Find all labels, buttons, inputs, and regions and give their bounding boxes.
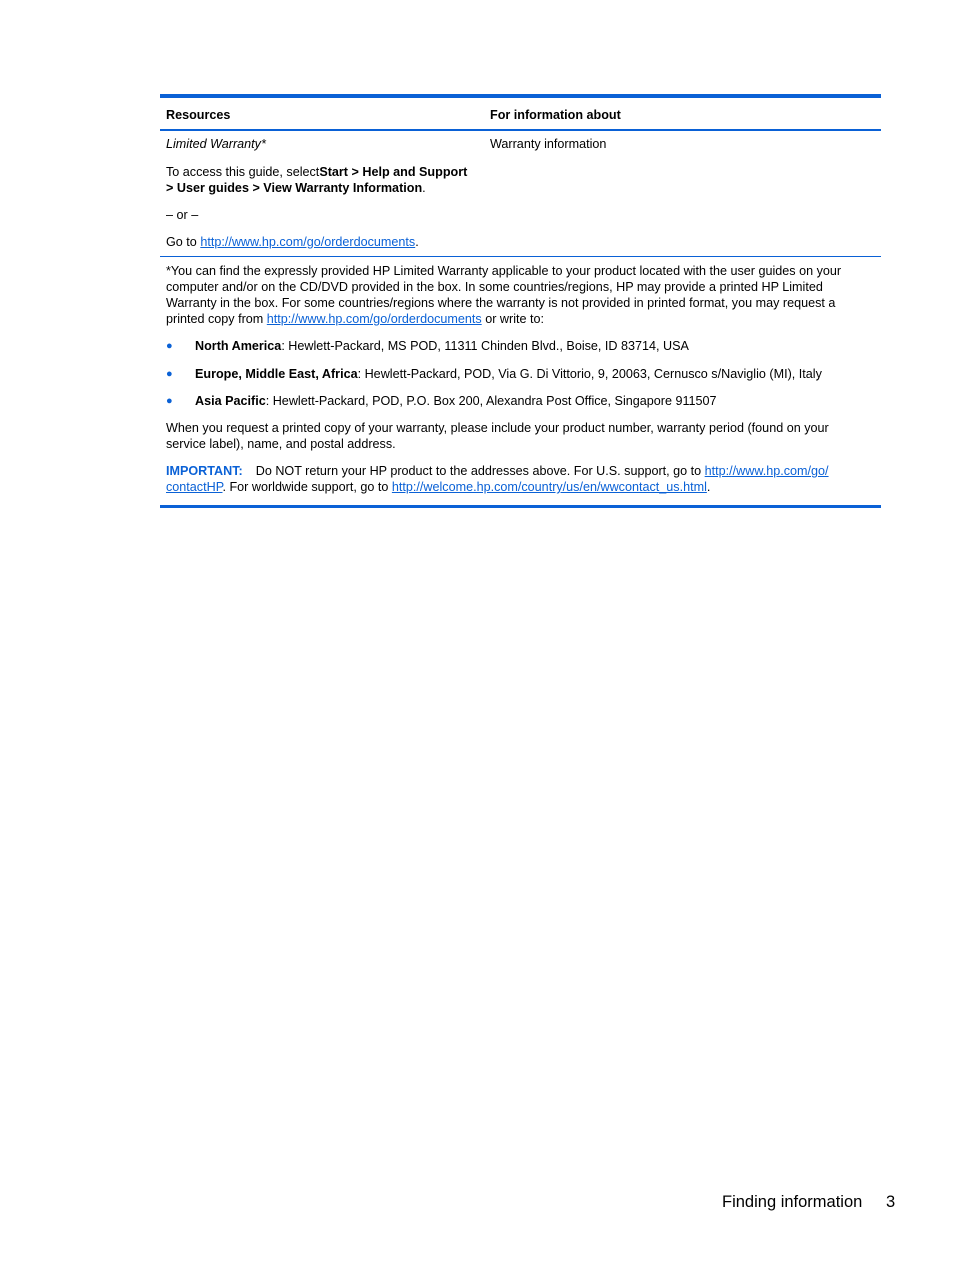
table-bottom-rule <box>160 505 881 508</box>
note-orderdocuments-link[interactable]: http://www.hp.com/go/orderdocuments <box>266 312 482 326</box>
request-line-2: service label), name, and postal address. <box>166 437 396 451</box>
bullet-region: Europe, Middle East, Africa <box>195 367 358 381</box>
goto-prefix: Go to <box>166 234 201 249</box>
note-line-1: *You can find the expressly provided HP Limited Warranty applicable to your product located with the user guides on your <box>166 264 842 278</box>
note-line-3: Warranty in the box. For some countries/regions where the warranty is not provided in printed format, you may request a <box>166 296 836 310</box>
important-mid: . For worldwide support, go to <box>222 480 392 494</box>
important-end: . <box>706 480 711 494</box>
request-paragraph <box>166 420 866 452</box>
contacthp-link-part-1: http://www.hp.com/go/ <box>704 464 829 478</box>
table-note <box>160 257 881 505</box>
access-instructions <box>166 164 484 196</box>
note-line-4-prefix: printed copy from <box>166 312 267 326</box>
contacthp-link-part-2: contactHP <box>166 480 223 494</box>
wwcontact-link[interactable]: http://welcome.hp.com/country/us/en/wwcontact_us.html <box>391 480 707 494</box>
header-resources: Resources <box>166 108 231 122</box>
important-notice <box>166 463 866 495</box>
footer-section-title: Finding information <box>722 1193 863 1211</box>
header-info-about: For information about <box>490 108 621 122</box>
or-separator: – or – <box>166 207 199 222</box>
resource-title: Limited Warranty* <box>166 136 266 151</box>
page-number: 3 <box>886 1193 896 1211</box>
table-row-limited-warranty <box>160 131 881 256</box>
note-line-4-suffix: or write to: <box>481 312 544 326</box>
bullet-icon: ● <box>166 368 173 380</box>
goto-suffix: . <box>415 234 419 249</box>
important-label: IMPORTANT: <box>166 464 243 478</box>
bullet-address: : Hewlett-Packard, MS POD, 11311 Chinden Blvd., Boise, ID 83714, USA <box>281 339 689 353</box>
access-suffix: . <box>422 180 426 195</box>
table-header-row <box>160 98 881 129</box>
bullet-address: : Hewlett-Packard, POD, Via G. Di Vittorio, 9, 20063, Cernusco s/Naviglio (MI), Italy <box>357 367 822 381</box>
warranty-table <box>160 94 881 508</box>
important-text: Do NOT return your HP product to the addresses above. For U.S. support, go to <box>255 464 705 478</box>
orderdocuments-link[interactable]: http://www.hp.com/go/orderdocuments <box>200 234 416 249</box>
note-paragraph <box>166 263 866 327</box>
access-path-2: > User guides > View Warranty Information <box>166 180 423 195</box>
bullet-address: : Hewlett-Packard, POD, P.O. Box 200, Alexandra Post Office, Singapore 911507 <box>265 394 717 408</box>
access-path-1: Start > Help and Support <box>319 164 468 179</box>
goto-line <box>166 234 484 250</box>
resource-info: Warranty information <box>490 136 607 151</box>
request-line-1: When you request a printed copy of your warranty, please include your product number, warranty period (found on your <box>166 421 829 435</box>
access-prefix: To access this guide, select <box>166 164 320 179</box>
bullet-icon: ● <box>166 395 173 407</box>
bullet-region: North America <box>195 339 282 353</box>
page-footer <box>722 1192 896 1212</box>
bullet-region: Asia Pacific <box>195 394 266 408</box>
bullet-icon: ● <box>166 340 173 352</box>
note-line-2: computer and/or on the CD/DVD provided in the box. In some countries/regions, HP may provide a printed HP Limited <box>166 280 823 294</box>
